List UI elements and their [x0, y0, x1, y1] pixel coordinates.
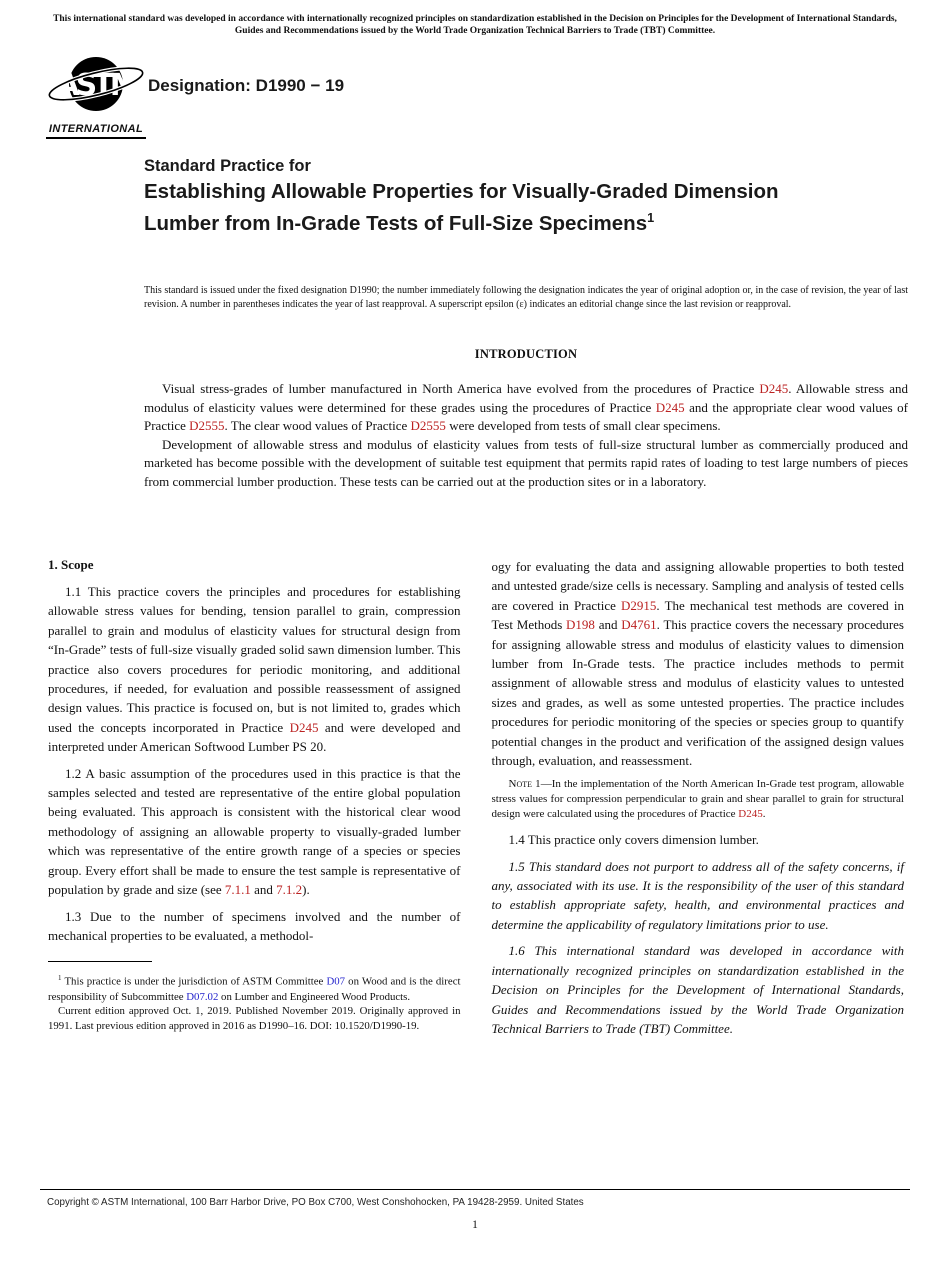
- ref-link-d4761[interactable]: D4761: [621, 617, 657, 633]
- text-segment: 1.6 This international standard was developed in accordance with internationally recognized principles on standardization established in the Decision on Principles for the Development of International Standards, Guides and Recommendations issued by the World Trade Organization Technical Barriers to Trade (TBT) Committee.: [491, 943, 904, 1036]
- ref-link-d07[interactable]: D07: [326, 975, 346, 988]
- introduction-heading: INTRODUCTION: [474, 347, 578, 361]
- text-segment: 1.3 Due to the number of specimens involved and the number of mechanical properties to be evaluated, a methodol-: [48, 908, 461, 943]
- svg-text:ASTM: ASTM: [56, 68, 136, 103]
- ref-link-d245[interactable]: D245: [655, 399, 685, 415]
- ref-link-d2555[interactable]: D2555: [189, 418, 225, 434]
- text-segment: . Allowable stress and modulus of elasticity values were determined for these grades using the procedures of Practice: [144, 381, 908, 415]
- title-block: [144, 157, 804, 237]
- paragraph-1-3-right: [492, 557, 905, 770]
- astm-logo-subtitle: INTERNATIONAL: [46, 123, 146, 139]
- note-1: [492, 777, 905, 821]
- title-footnote-superscript: 1: [647, 210, 655, 225]
- text-segment: . The clear wood values of Practice: [224, 418, 411, 434]
- text-segment: —In the implementation of the North American In-Grade test program, allowable stress values for compression perpendicular to grain and shear parallel to grain for structural design were calculated using the procedures of Practice: [491, 778, 904, 820]
- footer-divider: [40, 1189, 910, 1190]
- text-segment: and: [250, 882, 277, 898]
- footnote-edition: [48, 1004, 461, 1033]
- ref-link-d2915[interactable]: D2915: [621, 597, 657, 613]
- text-segment: ).: [302, 882, 310, 898]
- scope-heading: 1. Scope: [48, 557, 94, 572]
- ref-link-7-1-2[interactable]: 7.1.2: [276, 882, 303, 898]
- left-column: [48, 557, 461, 1045]
- introduction-paragraph-1: [144, 380, 908, 436]
- paragraph-1-4: [492, 830, 905, 849]
- paragraph-1-6: [492, 941, 905, 1038]
- issuance-statement: This standard is issued under the fixed designation D1990; the number immediately following the designation indicates the year of original adoption or, in the case of revision, the year of last revision. A number in parentheses indicates the year of last reapproval. A superscript epsilon (ε) indicates an editorial change since the last revision or reapproval.: [144, 285, 908, 310]
- text-segment: on Wood and is the direct responsibility of Subcommittee: [48, 975, 461, 1003]
- designation-label: Designation: D1990 − 19: [148, 76, 345, 95]
- text-segment: . The mechanical test methods are covered in Test Methods: [491, 597, 905, 633]
- astm-logo-icon: [46, 54, 146, 120]
- text-segment: This practice is under the jurisdiction of ASTM Committee: [61, 975, 327, 988]
- copyright-line: Copyright © ASTM International, 100 Barr Harbor Drive, PO Box C700, West Conshohocken, PA 19428-2959. United States: [47, 1197, 584, 1208]
- text-segment: . This practice covers the necessary procedures for assigning allowable stress and modulus of elasticity values to dimension lumber from In-Grade tests. The practice includes methods to permit assignment of allowable stress and modulus of elasticity values to untested sizes and grades, as well as some untested properties. The practice includes procedures for periodic monitoring of the species or species group to quantify potential changes in the product and verification of the assigned design values through, evaluation, and reassessment.: [491, 617, 904, 769]
- text-segment: Visual stress-grades of lumber manufactured in North America have evolved from the procedures of Practice: [162, 381, 760, 396]
- ref-link-d2555[interactable]: D2555: [410, 418, 446, 434]
- wto-banner-text: This international standard was developed in accordance with internationally recognized principles on standardization established in the Decision on Principles for the Development of International Standards, Guides and Recommendations issued by the World Trade Organization Technical Barriers to Trade (TBT) Committee.: [53, 14, 897, 36]
- text-segment: Development of allowable stress and modulus of elasticity values from tests of full-size structural lumber as commercially produced and marketed has become possible with the development of suitable test equipment that permits rapid rates of loading to test large numbers of pieces from commercial lumber production. These tests can be carried out at the production sites or in a laboratory.: [144, 436, 908, 489]
- page-number: 1: [472, 1219, 478, 1231]
- text-segment: 1.1 This practice covers the principles and procedures for establishing allowable stress values for bending, tension parallel to grain, compression parallel to grain and modulus of elasticity values for structural design from “In-Grade” tests of full-size visually graded solid sawn dimension lumber. This practice also covers procedures for periodic monitoring, and additional procedures, if needed, for evaluation and possible reassessment of assigned design values. This practice is focused on, but is not limited to, grades which used the concepts incorporated in Practice: [48, 584, 461, 735]
- text-segment: on Lumber and Engineered Wood Products.: [218, 990, 411, 1003]
- ref-link-7-1-1[interactable]: 7.1.1: [224, 882, 251, 898]
- two-column-body: [48, 557, 904, 1045]
- title-kicker: Standard Practice for: [144, 157, 311, 175]
- text-segment: 1.5 This standard does not purport to address all of the safety concerns, if any, associated with its use. It is the responsibility of the user of this standard to establish appropriate safety, health, and environmental practices and determine the applicability of regulatory limitations prior to use.: [491, 858, 904, 932]
- right-column: [492, 557, 905, 1045]
- footnote-divider: [48, 961, 152, 962]
- introduction-section: [144, 347, 908, 492]
- text-segment: Current edition approved Oct. 1, 2019. Published November 2019. Originally approved in 1991. Last previous edition approved in 2016 as D1990–16. DOI: 10.1520/D1990-19.: [48, 1005, 461, 1032]
- text-segment: ogy for evaluating the data and assigning allowable properties to both tested and untested grade/size cells is necessary. Sampling and analysis of tested cells are covered in Practice: [491, 559, 904, 613]
- text-segment: Note 1: [508, 778, 541, 791]
- ref-link-d245[interactable]: D245: [289, 719, 319, 735]
- text-segment: and the appropriate clear wood values of Practice: [144, 399, 908, 434]
- text-segment: and: [594, 617, 622, 633]
- ref-link-d245[interactable]: D245: [738, 807, 763, 820]
- page-title: [144, 179, 804, 237]
- ref-link-d245[interactable]: D245: [759, 381, 789, 396]
- introduction-paragraph-2: [144, 436, 908, 492]
- ref-link-d07-02[interactable]: D07.02: [186, 990, 219, 1003]
- text-segment: .: [762, 807, 766, 820]
- footnote-1: [48, 971, 461, 1004]
- paragraph-1-2: [48, 764, 461, 900]
- text-segment: and were developed and interpreted under American Softwood Lumber PS 20.: [48, 719, 461, 755]
- paragraph-1-1: [48, 582, 461, 757]
- text-segment: 1.4 This practice only covers dimension lumber.: [508, 832, 759, 848]
- text-segment: 1.2 A basic assumption of the procedures used in this practice is that the samples selected and tested are representative of the entire global population being evaluated. This approach is consistent with the historical clear wood methodology of assigning an allowable property to visually-graded lumber which was representative of the entire growth range of a species or species group. Every effort shall be made to ensure the test sample is representative of population by grade and size (see: [48, 765, 461, 898]
- page-title-text: Establishing Allowable Properties for Visually-Graded Dimension Lumber from In-Grade Tests of Full-Size Specimens: [144, 180, 779, 235]
- astm-logo: [46, 54, 146, 139]
- ref-link-d198[interactable]: D198: [566, 617, 595, 633]
- paragraph-1-3-left: [48, 907, 461, 946]
- text-segment: were developed from tests of small clear specimens.: [445, 418, 721, 434]
- text-segment: 1: [58, 974, 62, 983]
- paragraph-1-5: [492, 857, 905, 935]
